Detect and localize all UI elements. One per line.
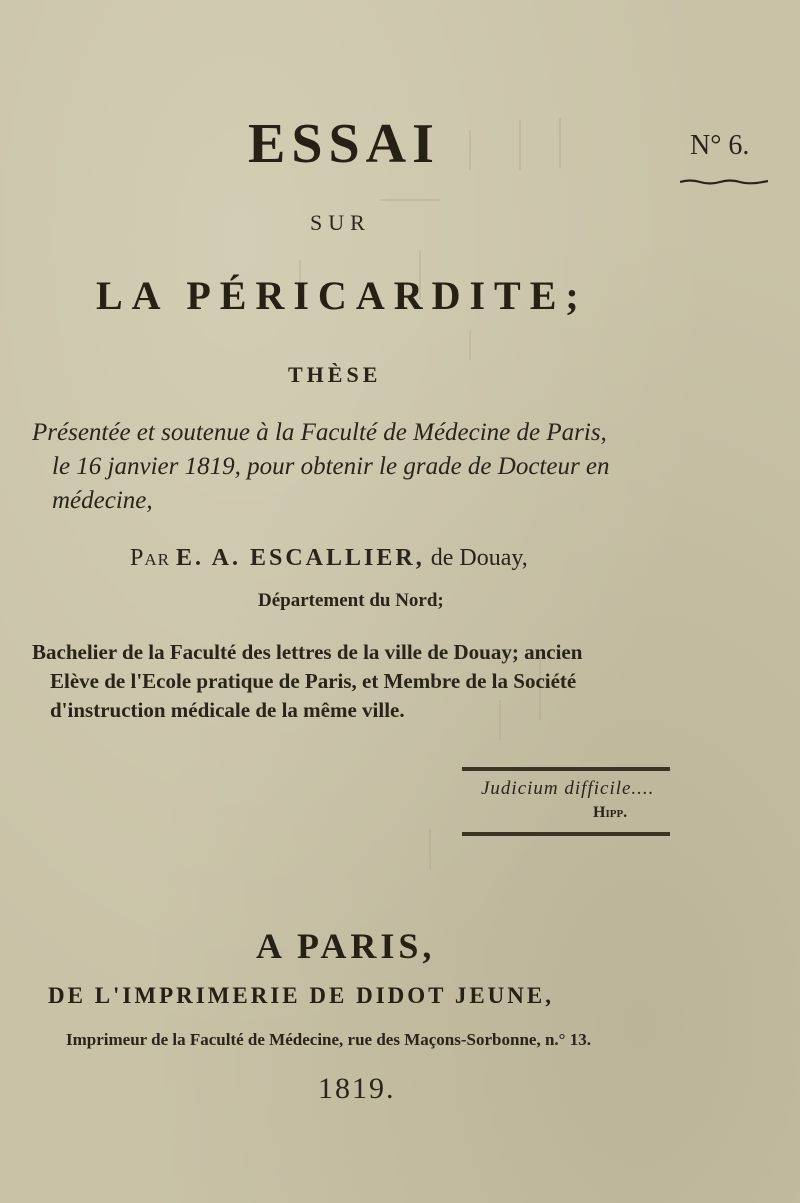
presentation-statement [32, 416, 732, 518]
presentation-line-2: le 16 janvier 1819, pour obtenir le grade de Docteur en [52, 453, 610, 480]
credentials-line-2: Elève de l'Ecole pratique de Paris, et Membre de la Société [50, 669, 577, 693]
thesis-number: N° 6. [690, 130, 750, 161]
presentation-line-3: médecine, [52, 487, 153, 514]
epigraph-rule-bottom [462, 832, 670, 836]
author-origin: de Douay, [430, 545, 528, 571]
document-title: ESSAI [248, 113, 440, 175]
number-underline-flourish [680, 178, 768, 186]
printer-name: DE L'IMPRIMERIE DE DIDOT JEUNE, [48, 983, 554, 1008]
author-name: E. A. ESCALLIER, [175, 545, 425, 571]
epigraph-attribution: Hipp. [593, 804, 628, 821]
author-credentials [32, 638, 752, 725]
publication-year: 1819. [318, 1072, 396, 1105]
author-prefix: Par [130, 545, 170, 571]
epigraph-quote: Judicium difficile.... [481, 778, 655, 799]
printer-address: Imprimeur de la Faculté de Médecine, rue des Maçons-Sorbonne, n.° 13. [66, 1030, 591, 1049]
credentials-line-1: Bachelier de la Faculté des lettres de la ville de Douay; ancien [32, 640, 583, 664]
presentation-line-1: Présentée et soutenue à la Faculté de Médecine de Paris, [32, 419, 607, 446]
document-type: THÈSE [288, 362, 382, 387]
title-preposition: SUR [310, 210, 371, 235]
epigraph-rule-top [462, 767, 670, 771]
author-department: Département du Nord; [258, 590, 444, 611]
thesis-subject: LA PÉRICARDITE; [96, 273, 588, 318]
author-line [130, 545, 528, 572]
credentials-line-3: d'instruction médicale de la même ville. [50, 698, 405, 722]
publication-city: A PARIS, [256, 926, 436, 966]
